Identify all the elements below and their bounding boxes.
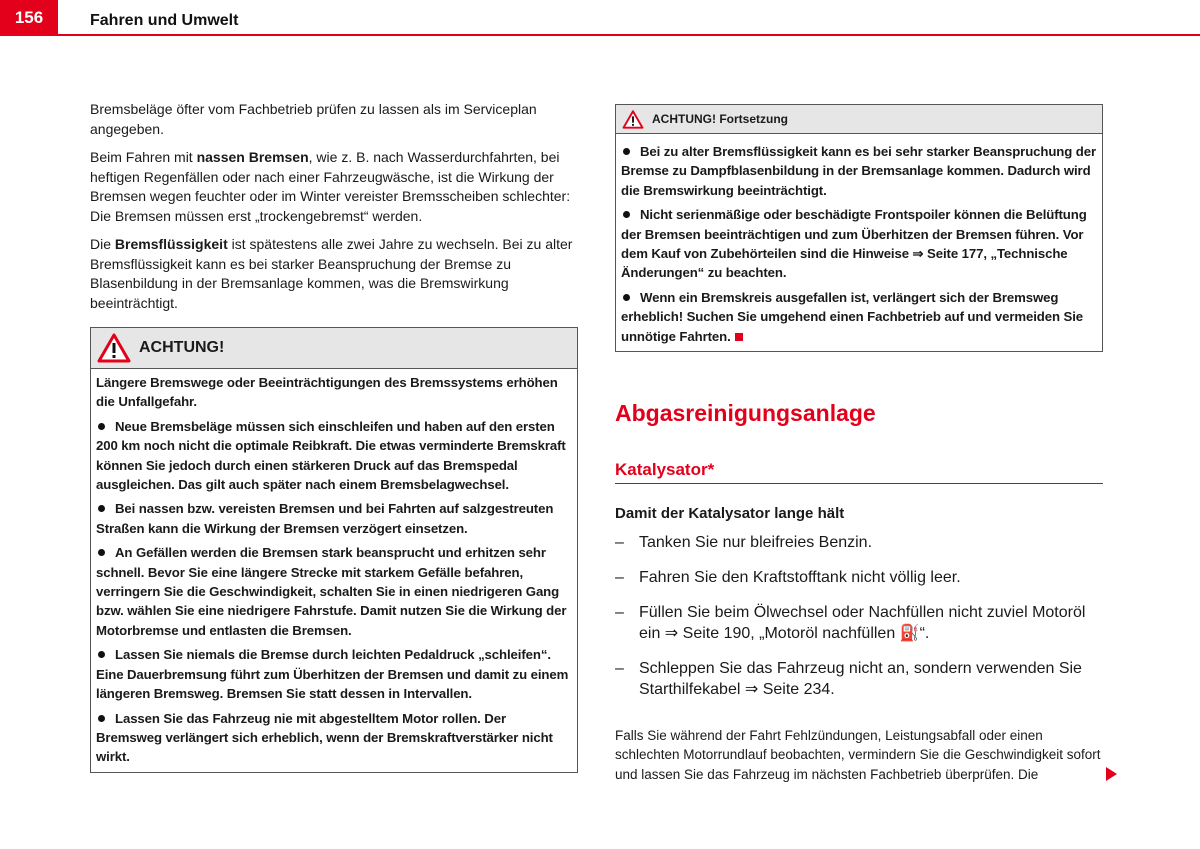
warning-bullet: Bei nassen bzw. vereisten Bremsen und bei Fahrten auf salzgestreuten Straßen kann die Wirkung der Bremsen verzögert einsetzen.	[96, 501, 554, 536]
paragraph-wet-brakes: Beim Fahren mit nassen Bremsen, wie z. B. nach Wasserdurchfahrten, bei heftigen Regenfällen oder nach einer Fahrzeugwäsche, ist die Wirkung der Bremsen wegen feuchter oder im Winter vereister Bremsscheiben schlechter: Die Bremsen müssen erst „trockengebremst“ werden.	[90, 149, 571, 224]
warning-continued-label: ACHTUNG! Fortsetzung	[652, 112, 788, 126]
warning-header	[91, 328, 577, 369]
list-item: – Schleppen Sie das Fahrzeug nicht an, sondern verwenden Sie Starthilfekabel ⇒ Seite 234.	[615, 660, 1082, 698]
warning-bullet: Bei zu alter Bremsflüssigkeit kann es bei sehr starker Beanspruchung der Bremse zu Dampfblasenbildung in der Bremsanlage kommen. Dadurch wird die Bremswirkung beeinträchtigt.	[621, 144, 1096, 198]
subsection-rule	[615, 483, 1103, 484]
right-column	[615, 104, 1103, 352]
warning-bullet: Lassen Sie das Fahrzeug nie mit abgestelltem Motor rollen. Der Bremsweg verlängert sich erheblich, wenn der Bremskraftverstärker nicht wirkt.	[96, 710, 553, 765]
warning-intro: Längere Bremswege oder Beeinträchtigungen des Bremssystems erhöhen die Unfallgefahr.	[96, 375, 558, 410]
warning-continued-header	[616, 105, 1102, 134]
warning-bullet: Lassen Sie niemals die Bremse durch leichten Pedaldruck „schleifen“. Eine Dauerbremsung führt zum Überhitzen der Bremsen und damit zu einem längeren Bremsweg. Bremsen Sie statt dessen in Intervallen.	[96, 647, 569, 702]
catalyst-instructions	[615, 532, 1103, 714]
page-number: 156	[0, 0, 58, 36]
warning-triangle-icon	[97, 333, 131, 363]
subsection-title: Katalysator*	[615, 460, 715, 479]
header-rule	[58, 34, 1200, 36]
warning-bullet: Neue Bremsbeläge müssen sich einschleifen und haben auf den ersten 200 km noch nicht die optimale Reibkraft. Die etwas verminderte Bremskraft können Sie jedoch durch einen stärkeren Druck auf das Bremspedal ausgleichen. Das gilt auch später nach einem Bremsbelagwechsel.	[96, 418, 566, 493]
warning-bullet: An Gefällen werden die Bremsen stark beansprucht und erhitzen sehr schnell. Bevor Sie eine längere Strecke mit starkem Gefälle befahren, verringern Sie die Geschwindigkeit, schalten Sie in einen niedrigeren Gang bzw. wählen Sie eine niedrigere Fahrstufe. Damit nutzen Sie die Wirkung der Motorbremse und entlasten die Bremsen.	[96, 545, 567, 638]
warning-continued-box	[615, 104, 1103, 352]
warning-bullet: Nicht serienmäßige oder beschädigte Frontspoiler können die Belüftung der Bremsen beeinträchtigen und zum Überhitzen der Bremsen führen. Vor dem Kauf von Zubehörteilen sind die Hinweise ⇒ Seite 177, „Technische Änderungen“ zu beachten.	[621, 207, 1087, 281]
warning-box	[90, 327, 578, 773]
warning-triangle-icon	[622, 110, 644, 129]
end-of-section-icon	[735, 333, 743, 341]
closing-paragraph: Falls Sie während der Fahrt Fehlzündungen, Leistungsabfall oder einen schlechten Motorrundlauf beobachten, vermindern Sie die Geschwindigkeit sofort und lassen Sie das Fahrzeug im nächsten Fachbetrieb überprüfen. Die	[615, 728, 1101, 782]
list-item: – Füllen Sie beim Ölwechsel oder Nachfüllen nicht zuviel Motoröl ein ⇒ Seite 190, „Motoröl nachfüllen ⛽“.	[615, 604, 1086, 642]
section-title: Abgasreinigungsanlage	[615, 400, 876, 426]
next-page-arrow-icon	[1106, 767, 1117, 781]
warning-body	[91, 369, 577, 772]
paragraph-brake-fluid: Die Bremsflüssigkeit ist spätestens alle zwei Jahre zu wechseln. Bei zu alter Bremsflüssigkeit kann es bei starker Beanspruchung der Bremse zu Blasenbildung in der Bremsanlage kommen, was die Bremswirkung beeinträchtigt.	[90, 236, 573, 311]
left-column	[90, 100, 578, 773]
list-item: – Tanken Sie nur bleifreies Benzin.	[615, 534, 873, 551]
catalyst-heading: Damit der Katalysator lange hält	[615, 505, 845, 522]
warning-bullet: Wenn ein Bremskreis ausgefallen ist, verlängert sich der Bremsweg erheblich! Suchen Sie umgehend einen Fachbetrieb auf und vermeiden Sie unnötige Fahrten.	[621, 289, 1083, 344]
list-item: – Fahren Sie den Kraftstofftank nicht völlig leer.	[615, 569, 961, 586]
warning-continued-body	[616, 134, 1102, 351]
chapter-title: Fahren und Umwelt	[90, 12, 239, 29]
paragraph-brake-pads: Bremsbeläge öfter vom Fachbetrieb prüfen zu lassen als im Serviceplan angegeben.	[90, 101, 537, 137]
warning-label: ACHTUNG!	[139, 339, 225, 356]
